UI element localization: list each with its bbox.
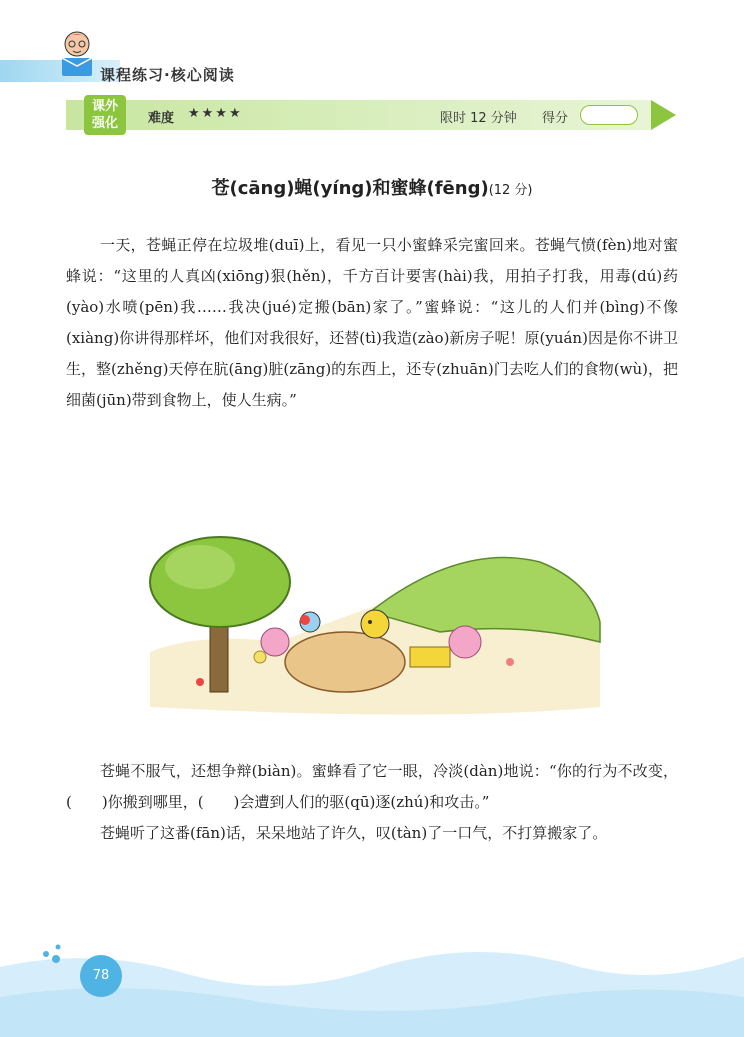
difficulty-label: 难度	[148, 111, 175, 126]
points: (12 分)	[488, 183, 533, 198]
time-limit: 限时 12 分钟	[440, 111, 517, 126]
paragraph-1: 一天，苍蝇正停在垃圾堆(duī)上，看见一只小蜜蜂采完蜜回来。苍蝇气愤(fèn)地对蜜蜂说：“这里的人真凶(xiōng)狠(hěn)，千方百计要害(hài)我，用拍子打我，用毒(dú)药(yào)水喷(pēn)我……我决(jué)定搬(bān)家了。”蜜蜂说：“这儿的人们并(bìng)不像(xiàng)你讲得那样坏，他们对我很好，还替(tì)我造(zào)新房子呢！原(yuán)因是你不讲卫生，整(zhěng)天停在肮(āng)脏(zāng)的东西上，还专(zhuān)门去吃人们的食物(wù)，把细菌(jūn)带到食物上，使人生病。”	[66, 236, 678, 409]
difficulty-stars: ★★★★	[188, 106, 243, 121]
score-label: 得分	[542, 111, 569, 126]
fly-and-bee-illustration	[140, 532, 610, 722]
extracurricular-badge: 课外 强化	[84, 95, 126, 135]
score-field[interactable]	[580, 105, 638, 125]
paragraph-2-3: 苍蝇不服气，还想争辩(biàn)。蜜蜂看了它一眼，冷淡(dàn)地说：“你的行为不改变，( )你搬到哪里，( )会遭到人们的驱(qū)逐(zhú)和攻击。” 苍蝇听了这番(fān)话，呆呆地站了许久，叹(tàn)了一口气，不打算搬家了。	[66, 762, 678, 842]
mascot-reading-icon	[56, 30, 98, 82]
article-title: 苍(cāng)蝇(yíng)和蜜蜂(fēng)(12 分)	[211, 178, 533, 199]
section-title: 课程练习·核心阅读	[100, 66, 235, 84]
page-number: 78	[80, 955, 122, 997]
